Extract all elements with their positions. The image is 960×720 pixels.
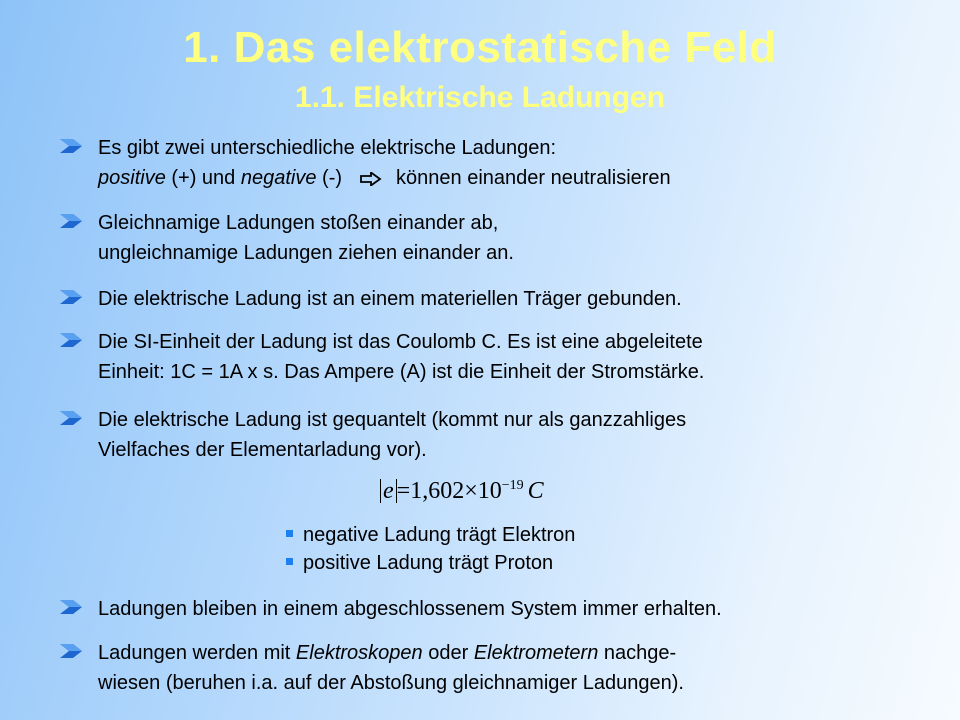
bullet-text-line: Die elektrische Ladung ist an einem materiellen Träger gebunden. — [98, 288, 682, 310]
arrow-bullet-icon — [60, 331, 84, 349]
formula-value: =1,602×10 — [396, 478, 502, 504]
implies-arrow-icon — [360, 172, 382, 186]
bullet-text-line — [98, 163, 938, 193]
bullet-text-line: Es gibt zwei unterschiedliche elektrische Ladungen: — [98, 137, 557, 159]
square-bullet-icon — [286, 558, 293, 565]
bullet-text-line: Gleichnamige Ladungen stoßen einander ab, — [98, 212, 499, 234]
formula-unit: C — [527, 478, 544, 504]
sub-item-label: positive Ladung trägt Proton — [303, 552, 554, 574]
bullet-text-line: wiesen (beruhen i.a. auf der Abstoßung gleichnamiger Ladungen). — [98, 672, 684, 694]
sub-item-proton — [286, 549, 553, 577]
text-segment: Ladungen werden mit — [98, 642, 296, 664]
arrow-bullet-icon — [60, 598, 84, 616]
text-segment: oder — [422, 642, 474, 664]
slide-title: 1. Das elektrostatische Feld — [183, 23, 777, 72]
bullet-text-line: Ladungen bleiben in einem abgeschlossenem System immer erhalten. — [98, 598, 722, 620]
arrow-bullet-icon — [60, 212, 84, 230]
neutralize-text: können einander neutralisieren — [396, 167, 671, 189]
square-bullet-icon — [286, 530, 293, 537]
arrow-bullet-icon — [60, 137, 84, 155]
bullet-text-line: Vielfaches der Elementarladung vor). — [98, 439, 427, 461]
positive-term: positive — [98, 167, 166, 189]
sub-item-electron — [286, 521, 575, 549]
positive-sign: (+) und — [165, 167, 241, 189]
arrow-bullet-icon — [60, 409, 84, 427]
formula-variable: e — [383, 478, 394, 504]
elementary-charge-formula — [380, 478, 544, 505]
electroscope-term: Elektroskopen — [295, 642, 423, 664]
text-segment: nachge- — [598, 642, 677, 664]
formula-exponent: −19 — [501, 478, 524, 493]
bullet-text-line: Die SI-Einheit der Ladung ist das Coulomb C. Es ist eine abgeleitete — [98, 331, 703, 353]
bullet-text-line: Einheit: 1C = 1A x s. Das Ampere (A) ist die Einheit der Stromstärke. — [98, 361, 705, 383]
arrow-bullet-icon — [60, 288, 84, 306]
arrow-bullet-icon — [60, 642, 84, 660]
negative-sign: (-) — [316, 167, 343, 189]
slide-subtitle: 1.1. Elektrische Ladungen — [294, 81, 666, 114]
bullet-text-line — [98, 638, 938, 668]
bullet-text-line: Die elektrische Ladung ist gequantelt (kommt nur als ganzzahliges — [98, 409, 687, 431]
bullet-text-line: ungleichnamige Ladungen ziehen einander an. — [98, 242, 514, 264]
electrometer-term: Elektrometern — [473, 642, 599, 664]
sub-item-label: negative Ladung trägt Elektron — [303, 524, 576, 546]
negative-term: negative — [240, 167, 317, 189]
